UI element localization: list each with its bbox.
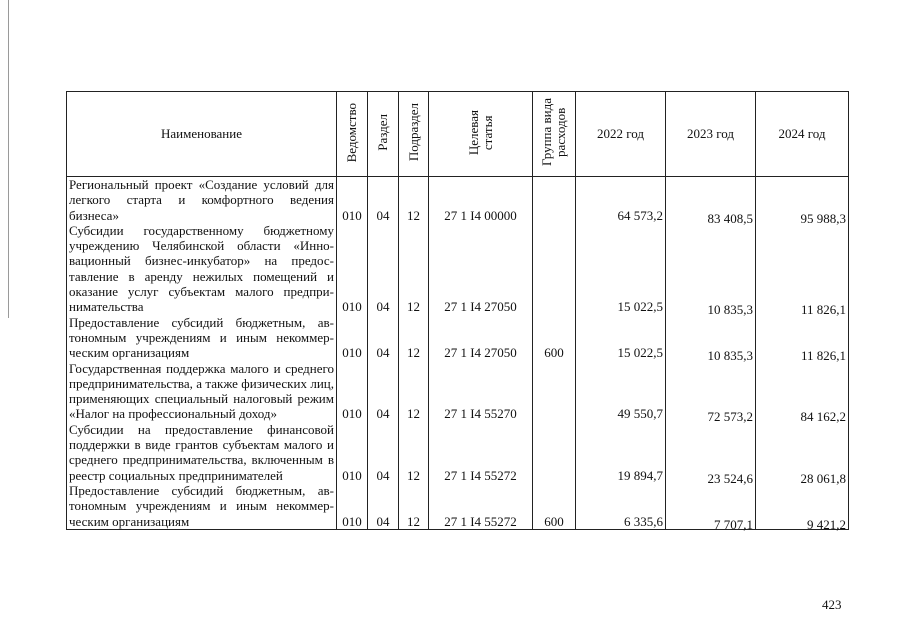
row-celevaya-statya: 27 1 I4 27050 [429,315,533,361]
row-gruppa [533,422,576,483]
row-vedomstvo: 010 [337,422,368,483]
row-gruppa: 600 [533,315,576,361]
row-value-2024: 95 988,3 [756,177,849,223]
row-gruppa [533,223,576,315]
row-podrazdel: 12 [399,422,429,483]
row-vedomstvo: 010 [337,223,368,315]
row-vedomstvo: 010 [337,361,368,422]
row-gruppa [533,177,576,223]
header-podrazdel: Подраздел [399,92,429,177]
row-value-2022: 49 550,7 [576,361,666,422]
header-year-2023: 2023 год [666,92,756,177]
row-value-2023: 10 835,3 [666,223,756,315]
row-value-2024: 84 162,2 [756,361,849,422]
row-vedomstvo: 010 [337,315,368,361]
row-gruppa: 600 [533,483,576,529]
row-name: Государственная поддержка малого и среднего предпринимательства, а также физических лиц, применяющих специальный налоговый режим «Налог на профессиональный доход» [67,361,337,422]
header-name: Наименование [67,92,337,177]
table-row [67,422,849,483]
row-value-2022: 64 573,2 [576,177,666,223]
header-year-2022: 2022 год [576,92,666,177]
row-celevaya-statya: 27 1 I4 55272 [429,483,533,529]
row-razdel: 04 [368,223,399,315]
row-name: Региональный проект «Создание условий для легкого старта и комфортного ведения бизнеса» [67,177,337,223]
row-gruppa [533,361,576,422]
row-name: Предоставление субсидий бюджетным, автономным учреждениям и иным некоммерческим организациям [67,483,337,529]
header-razdel: Раздел [368,92,399,177]
row-vedomstvo: 010 [337,177,368,223]
row-celevaya-statya: 27 1 I4 55270 [429,361,533,422]
row-celevaya-statya: 27 1 I4 55272 [429,422,533,483]
header-year-2024: 2024 год [756,92,849,177]
row-podrazdel: 12 [399,177,429,223]
row-value-2024: 28 061,8 [756,422,849,483]
page-number: 423 [822,597,842,612]
row-value-2024: 11 826,1 [756,223,849,315]
row-value-2023: 10 835,3 [666,315,756,361]
row-value-2022: 15 022,5 [576,315,666,361]
row-value-2023: 7 707,1 [666,483,756,529]
row-value-2022: 19 894,7 [576,422,666,483]
table-row [67,361,849,422]
header-gruppa-vida-rashodov: Группа вида расходов [533,92,576,177]
table-row [67,483,849,529]
row-podrazdel: 12 [399,483,429,529]
row-podrazdel: 12 [399,361,429,422]
row-razdel: 04 [368,422,399,483]
row-value-2023: 72 573,2 [666,361,756,422]
table-header-row [67,92,849,177]
row-razdel: 04 [368,177,399,223]
row-vedomstvo: 010 [337,483,368,529]
table-row [67,223,849,315]
row-podrazdel: 12 [399,223,429,315]
row-podrazdel: 12 [399,315,429,361]
row-razdel: 04 [368,361,399,422]
budget-table [66,91,849,530]
row-name: Субсидии государственному бюджетному учреждению Челябинской области «Инновационный бизнес-инкубатор» на предоставление в аренду нежилых помещений и оказание услуг субъектам малого предпринимательства [67,223,337,315]
row-value-2024: 9 421,2 [756,483,849,529]
header-vedomstvo: Ведомство [337,92,368,177]
header-celevaya-statya: Целевая статья [429,92,533,177]
row-value-2022: 6 335,6 [576,483,666,529]
row-razdel: 04 [368,483,399,529]
row-celevaya-statya: 27 1 I4 00000 [429,177,533,223]
row-value-2022: 15 022,5 [576,223,666,315]
binding-margin-line [8,0,9,318]
row-celevaya-statya: 27 1 I4 27050 [429,223,533,315]
row-razdel: 04 [368,315,399,361]
row-name: Субсидии на предоставление финансовой поддержки в виде грантов субъектам малого и среднего предпринимательства, включенным в реестр социальных предпринимателей [67,422,337,483]
row-value-2024: 11 826,1 [756,315,849,361]
table-row [67,315,849,361]
row-value-2023: 83 408,5 [666,177,756,223]
row-value-2023: 23 524,6 [666,422,756,483]
table-row [67,177,849,223]
row-name: Предоставление субсидий бюджетным, автономным учреждениям и иным некоммерческим организациям [67,315,337,361]
